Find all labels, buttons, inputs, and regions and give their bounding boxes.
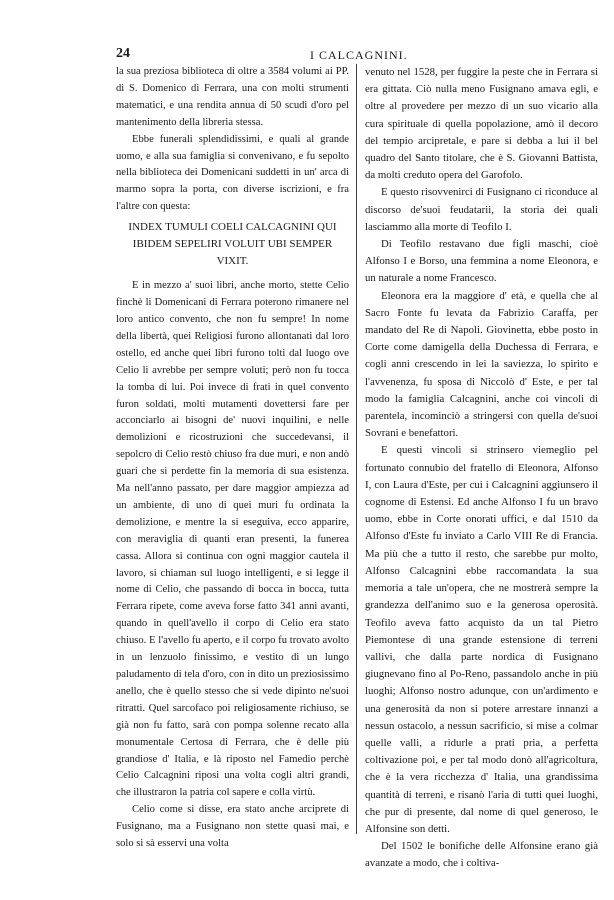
paragraph: E in mezzo a' suoi libri, anche morto, stette Celio finchè li Domenicani di Ferrara poterono rimanere nel loro antico convento, che non fu sempre! In nome della libertà, quei Religiosi furono allontanati dal loro ostello, ed anche quei libri furono tolti dal luogo ove Celio li avrebbe per sempre voluti; però non fu tocca la tomba di lui. Poi invece di frati in quel convento furon soldati, molti mutamenti dovettersi fare per acconciarlo ai bisogni de' nuovi inquilini, e nelle demolizioni e ricostruzioni che succedevansi, il sepolcro di Celio restò chiuso fra due muri, e non andò guari che si perdette fin la memoria di sua esistenza. Ma nell'anno passato, per dare maggior ampiezza ad un ambiente, di uno di quei muri fu ordinata la demolizione, e mentre la si eseguiva, ecco apparire, con meraviglia di quanti eran presenti, la funerea cassa. Allora si continua con ogni maggior cautela il lavoro, si chiaman sul luogo intelligenti, e si legge il nome di Celio, che passando di bocca in bocca, tutta Ferrara ripete, come aveva forse fatto 341 anni avanti, quando in quell'avello il corpo di Celio era stato chiuso. E l'avello fu aperto, e il corpo fu trovato avolto in un lenzuolo finissimo, e vestito di un lungo paludamento di tela d'oro, con in dito un preziosissimo anello, che è quello stesso che si vede dipinto ne'suoi ritratti. Quel sarcofaco poi religiosamente richiuso, se già non fu fatto, sarà con pompa solenne recato alla monumentale Certosa di Ferrara, che è delle più grandiose d' Italia, e là riposto nel Famedio perchè Celio Calcagnini riposi una volta cogli altri grandi, che illustraron la patria col sapere e colla virtù. <box>116 280 349 799</box>
column-divider <box>356 64 357 834</box>
paragraph: Eleonora era la maggiore d' età, e quella che al Sacro Fonte fu levata da Fabrizio Caraffa, per mandato del Re di Napoli. Giovinetta, ebbe posto in Corte come damigella della Duchessa di Ferrara, e cogli anni crescendo in lei la saviezza, lo spirito e l'avvenenza, fu sposa di Niccolò d' Este, e per tal modo la famiglia Calcagnini, anche coi vincoli di parentela, incominciò a stringersi con quella de'suoi Sovrani e benefattori. <box>365 289 598 440</box>
paragraph: Ebbe funerali splendidissimi, e quali al grande uomo, e alla sua famiglia si convenivano, e fu sepolto nella biblioteca dei Domenicani suddetti in un' arca di marmo sopra la porta, con diverse iscrizioni, e fra l'altre con questa: <box>116 133 349 213</box>
tomb-inscription: INDEX TUMULI COELI CALCAGNINI QUI IBIDEM SEPELIRI VOLUIT UBI SEMPER VIXIT. <box>128 221 337 268</box>
paragraph: venuto nel 1528, per fuggire la peste che in Ferrara si era gittata. Ciò nulla meno Fusignano amava egli, e oltre al provedere per mezzo di un suo vicario alla cura spirituale di quella popolazione, amò il decoro del tempio arcipretale, e pare si debba a lui il bel quadro del Santo titolare, che è S. Giovanni Battista, da molti creduto opera del Garofolo. <box>365 66 598 182</box>
paragraph: E questi vincoli si strinsero viemeglio pel fortunato connubio del fratello di Eleonora, Alfonso I, con Laura d'Este, per cui i Calcagnini aggiunsero il cognome di Estensi. Ed anche Alfonso I fu un bravo uomo, ebbe in Corte onorati uffici, e dal 1510 da Alfonso d'Este fu inviato a Carlo VIII Re di Francia. Ma più che a tutto il resto, che sarebbe pur molto, Alfonso Calcagnini ebbe raccomandata la sua memoria a tale un'opera, che ne mostrerà sempre la grandezza dell'animo suo e la generosa operosità. Teofilo aveva fatto acquisto da un tal Pietro Piemontese di una grande estensione di terreni vallivi, che dalla parte nordica di Fusignano giugnevano fino al Po-Reno, passandolo anche in più luoghi; Alfonso nostro adunque, con un'ardimento e una generosità da non si potere arrestare innanzi a nessun ostacolo, a nessun sacrificio, si mise a colmar quelle valli, a ridurle a prati pria, a perfetta coltivazione poi, e per tal modo donò all'agricoltura, che è la vera ricchezza d' Italia, una grandissima quantità di terreni, e risanò l'aria di tutti quei luoghi, che pur di presente, dal nome di quel generoso, le Alfonsine son detti. <box>365 444 598 835</box>
left-text-column <box>116 64 349 853</box>
paragraph: Di Teofilo restavano due figli maschi, cioè Alfonso I e Borso, una femmina a nome Eleonora, e un naturale a nome Francesco. <box>365 238 598 285</box>
paragraph: Celio come si disse, era stato anche arciprete di Fusignano, ma a Fusignano non stette quasi mai, e solo si sà esservi una volta <box>116 804 349 850</box>
running-title: I CALCAGNINI. <box>310 48 408 62</box>
right-text-column <box>365 64 598 873</box>
page-number: 24 <box>116 46 130 61</box>
paragraph: E questo risovvenirci di Fusignano ci riconduce al discorso de'suoi feudatarii, la storia dei quali lasciammo alla morte di Teofilo I. <box>365 186 598 233</box>
paragraph: Del 1502 le bonifiche delle Alfonsine erano già avanzate a modo, che i coltiva- <box>365 840 598 870</box>
paragraph: la sua preziosa biblioteca di oltre a 3584 volumi ai PP. di S. Domenico di Ferrara, una con molti strumenti matematici, e una rendita annua di 50 scudi d'oro pel mantenimento della libreria stessa. <box>116 66 349 128</box>
